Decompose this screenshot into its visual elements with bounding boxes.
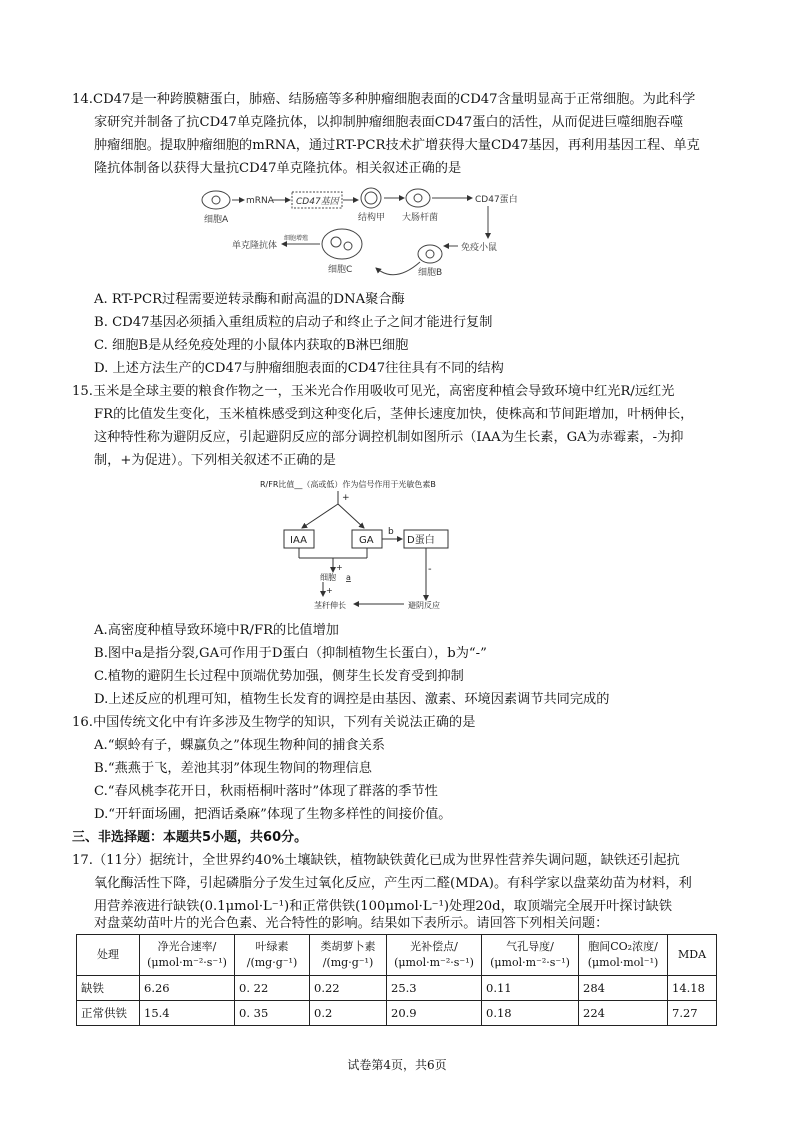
table-cell: 0.2 [310,1001,387,1026]
table-cell: 0.22 [310,976,387,1001]
q14-line-4: 隆抗体制备以获得大量抗CD47单克隆抗体。相关叙述正确的是 [94,161,462,176]
plus-top: + [342,493,350,503]
q17-line-3: 用营养液进行缺铁(0.1μmol·L⁻¹)和正常供铁(100μmol·L⁻¹)处理20d，取顶端完全展开叶探讨缺铁 [94,899,673,914]
rfr-title: R/FR比值__（高或低）作为信号作用于光敏色素B [260,480,436,489]
q16-option-d: D.“开轩面场圃，把酒话桑麻”体现了生物多样性的间接价值。 [94,807,452,822]
q17-data-table [76,934,717,1026]
q14-line-1: 14.CD47是一种跨膜糖蛋白，肺癌、结肠癌等多种肿瘤细胞表面的CD47含量明显高于正常细胞。为此科学 [72,92,696,107]
cell-label: 细胞 [320,573,336,582]
table-cell: 7.27 [668,1001,717,1026]
table-cell: 0.11 [482,976,579,1001]
table-cell: 缺铁 [77,976,140,1001]
table-cell: 0. 35 [235,1001,310,1026]
q14-line-3: 肿瘤细胞。提取肿瘤细胞的mRNA，通过RT-PCR技术扩增获得大量CD47基因，再利用基因工程、单克 [94,138,700,153]
q14-option-d: D. 上述方法生产的CD47与肿瘤细胞表面的CD47往往具有不同的结构 [94,361,504,376]
table-cell: 25.3 [387,976,482,1001]
q15-option-a: A.高密度种植导致环境中R/FR的比值增加 [94,623,339,638]
q16-option-a: A.“螟蛉有子，蜾蠃负之”体现生物种间的捕食关系 [94,738,385,753]
q15-diagram [256,476,496,616]
table-cell: 0.18 [482,1001,579,1026]
cell-a-shape [202,191,230,209]
q14-option-a: A. RT-PCR过程需要逆转录酶和耐高温的DNA聚合酶 [94,292,405,307]
plus-left: + [336,563,343,572]
table-cell: 224 [579,1001,668,1026]
ga-label: GA [359,535,374,546]
iaa-label: IAA [290,535,307,546]
q15-option-b: B.图中a是指分裂,GA可作用于D蛋白（抑制植物生长蛋白），b为“-” [94,646,487,661]
header-cell: 净光合速率/ (μmol·m⁻²·s⁻¹) [140,935,235,976]
header-cell: 光补偿点/ (μmol·m⁻²·s⁻¹) [387,935,482,976]
table-cell: 284 [579,976,668,1001]
table-cell: 15.4 [140,1001,235,1026]
header-cell: 气孔导度/ (μmol·m⁻²·s⁻¹) [482,935,579,976]
table-cell: 6.26 [140,976,235,1001]
mouse-label: 免疫小鼠 [461,243,498,253]
minus-label: - [428,564,432,575]
header-cell: 类胡萝卜素 /(mg·g⁻¹) [310,935,387,976]
antibody-label: 单克隆抗体 [232,241,278,251]
cell-b-label: 细胞B [418,268,443,278]
q14-option-b: B. CD47基因必须插入重组质粒的启动子和终止子之间才能进行复制 [94,315,493,330]
q16-option-b: B.“燕燕于飞，差池其羽”体现生物间的物理信息 [94,761,372,776]
q17-line-4: 对盘菜幼苗叶片的光合色素、光合特性的影响。结果如下表所示。请回答下列相关问题： [94,916,609,931]
table-row [77,976,717,1001]
page-footer: 试卷第4页，共6页 [347,1058,447,1072]
mrna-label: mRNA [246,196,274,206]
q15-option-c: C.植物的避阴生长过程中顶端优势加强，侧芽生长发育受到抑制 [94,669,464,684]
header-cell: 叶绿素 /(mg·g⁻¹) [235,935,310,976]
q15-line-4: 制，+为促进）。下列相关叙述不正确的是 [94,453,336,468]
structure-label: 结构甲 [358,213,386,223]
ecoli-label: 大肠杆菌 [402,213,439,223]
table-header-row [77,935,717,976]
gene-label: CD47基因 [296,197,339,207]
q14-option-c: C. 细胞B是从经免疫处理的小鼠体内获取的B淋巴细胞 [94,338,409,353]
a-label: a [346,573,351,582]
cell-b-shape [418,245,442,263]
protein-label: CD47蛋白 [475,195,518,205]
q15-line-3: 这种特性称为避阴反应，引起避阴反应的部分调控机制如图所示（IAA为生长素，GA为赤霉素，-为抑 [94,430,684,445]
table-cell: 正常供铁 [77,1001,140,1026]
q16-option-c: C.“春风桃李花开日，秋雨梧桐叶落时”体现了群落的季节性 [94,784,438,799]
shade-label: 避阴反应 [408,601,440,610]
ecoli-shape [406,189,430,207]
q15-line-2: FR的比值发生变化，玉米植株感受到这种变化后，茎伸长速度加快，使株高和节间距增加，叶柄伸长， [94,407,694,422]
cell-c-label: 细胞C [328,265,353,275]
b-label: b [388,527,394,537]
header-cell: 处理 [77,935,140,976]
section-3-heading: 三、非选择题：本题共5小题，共60分。 [72,830,308,845]
table-cell: 0. 22 [235,976,310,1001]
q15-line-1: 15.玉米是全球主要的粮食作物之一，玉米光合作用吸收可见光，高密度种植会导致环境中红光R/远红光 [72,384,675,399]
culture-label: 细胞增殖 [284,235,309,242]
q17-line-2: 氧化酶活性下降，引起磷脂分子发生过氧化反应，产生丙二醛(MDA)。有科学家以盘菜幼苗为材料，利 [94,876,692,891]
d-protein-label: D蛋白 [407,535,435,546]
header-cell: 胞间CO₂浓度/ (μmol·mol⁻¹) [579,935,668,976]
cell-a-label: 细胞A [204,215,229,225]
stem-label: 茎秆伸长 [314,601,346,610]
table-cell: 20.9 [387,1001,482,1026]
table-cell: 14.18 [668,976,717,1001]
q17-line-1: 17.（11分）据统计，全世界约40%土壤缺铁，植物缺铁黄化已成为世界性营养失调问题，缺铁还引起抗 [72,853,680,868]
q14-diagram [190,184,530,288]
table-row [77,1001,717,1026]
plasmid-shape [361,188,381,208]
plus-mid: + [326,586,333,595]
header-cell: MDA [668,935,717,976]
q15-option-d: D.上述反应的机理可知，植物生长发育的调控是由基因、激素、环境因素调节共同完成的 [94,692,610,707]
q16-stem: 16.中国传统文化中有许多涉及生物学的知识，下列有关说法正确的是 [72,715,476,730]
q14-line-2: 家研究并制备了抗CD47单克隆抗体，以抑制肿瘤细胞表面CD47蛋白的活性，从而促进巨噬细胞吞噬 [94,115,684,130]
cell-c-shape [322,229,362,259]
